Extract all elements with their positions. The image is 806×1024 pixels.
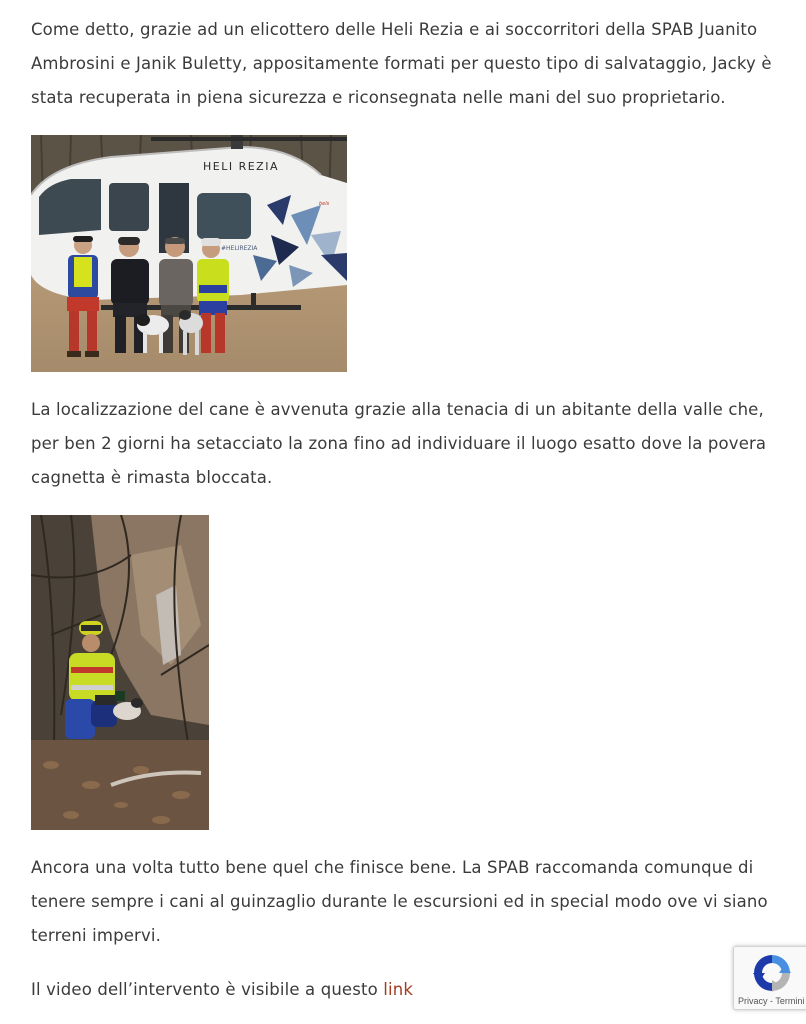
article-paragraph-advice: Ancora una volta tutto bene quel che finisce bene. La SPAB raccomanda comunque di tenere sempre i cani al guinzaglio durante le escursioni ed in special modo ove vi siano terreni impervi. bbox=[31, 858, 768, 945]
article-paragraph-localization: La localizzazione del cane è avvenuta grazie alla tenacia di un abitante della valle che, per ben 2 giorni ha setacciato la zona fino ad individuare il luogo esatto dove la povera cagnetta è rimasta bloccata. bbox=[31, 400, 767, 487]
photo-rescuer-with-dog[interactable] bbox=[31, 515, 209, 830]
video-text: Il video dell’intervento è visibile a questo bbox=[31, 980, 384, 999]
photo-rescue-team-helicopter[interactable] bbox=[31, 135, 347, 372]
recaptcha-separator: - bbox=[767, 996, 776, 1006]
video-link[interactable]: link bbox=[383, 980, 414, 999]
helicopter-side-text: #HELIREZIA bbox=[221, 245, 258, 252]
recaptcha-badge[interactable] bbox=[733, 946, 806, 1010]
rescuer-photo-graphic bbox=[31, 515, 209, 830]
recaptcha-privacy-link[interactable]: Privacy bbox=[738, 996, 768, 1006]
helicopter-photo-graphic bbox=[31, 135, 347, 372]
helicopter-small-text: bels bbox=[319, 201, 330, 207]
recaptcha-links bbox=[738, 996, 804, 1006]
helicopter-logo-text: HELI REZIA bbox=[203, 160, 279, 173]
recaptcha-icon bbox=[751, 952, 793, 994]
article-paragraph-video bbox=[31, 973, 776, 1007]
recaptcha-terms-link[interactable]: Termini bbox=[775, 996, 805, 1006]
article-paragraph-rescue: Come detto, grazie ad un elicottero delle Heli Rezia e ai soccorritori della SPAB Juanito Ambrosini e Janik Buletty, appositamente formati per questo tipo di salvataggio, Jacky è stata recuperata in piena sicurezza e riconsegnata nelle mani del suo proprietario. bbox=[31, 20, 772, 107]
